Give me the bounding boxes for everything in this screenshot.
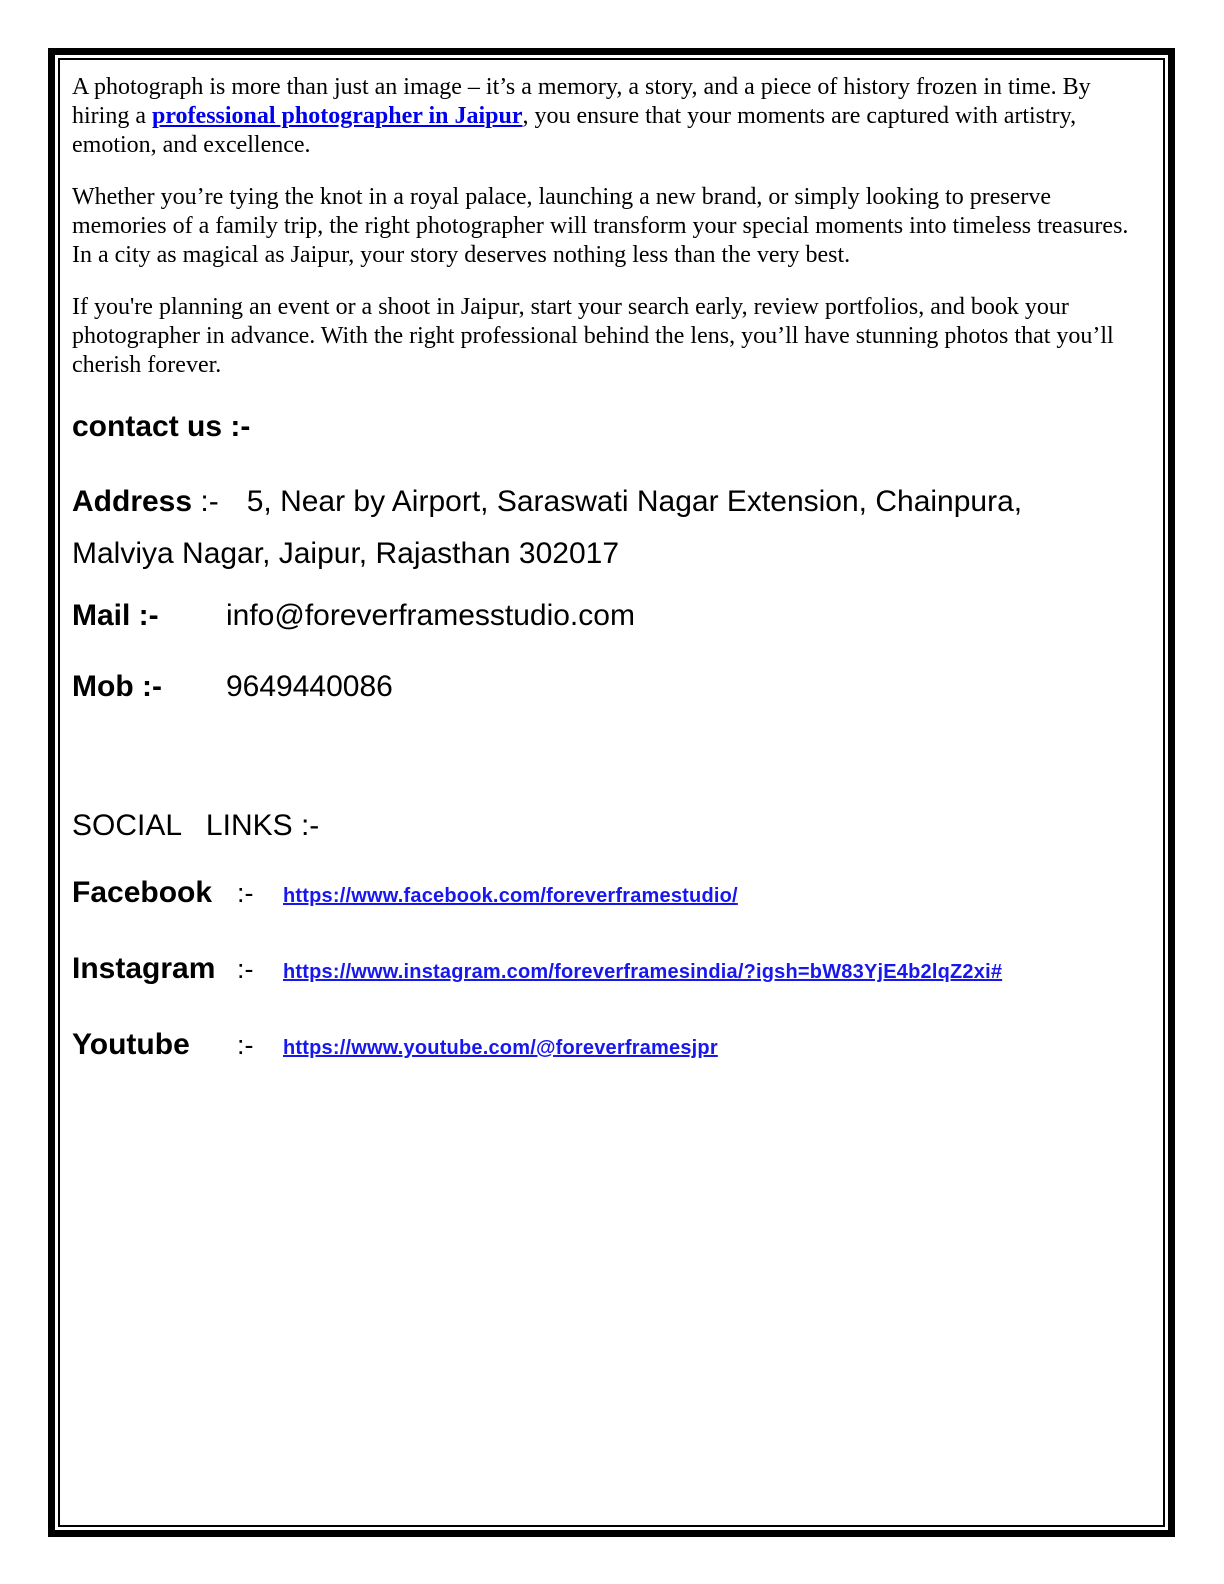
instagram-label: Instagram: [72, 952, 216, 985]
jaipur-photographer-link[interactable]: professional photographer in Jaipur: [151, 103, 523, 129]
paragraph-text: A photograph is more than just an image – it’s a memory, a story, and a piece of history frozen in time. By hiring a: [72, 74, 1091, 129]
mobile-value: 9649440086: [226, 670, 393, 703]
facebook-colon: :-: [237, 878, 254, 908]
youtube-row: [72, 1025, 1151, 1068]
mobile-row: [72, 667, 1151, 707]
intro-paragraph-3: If you're planning an event or a shoot in Jaipur, start your search early, review portfolios, and book your photographer in advance. With the right professional behind the lens, you’ll have stunning photos that you’ll cherish forever.: [72, 294, 1114, 378]
mail-row: [72, 596, 1151, 636]
page-border: [48, 48, 1175, 1537]
address-value-line2: Malviya Nagar, Jaipur, Rajasthan 302017: [72, 537, 620, 570]
address-label: Address :-: [72, 485, 219, 518]
address-block: [72, 476, 1151, 580]
youtube-label: Youtube: [72, 1028, 190, 1061]
intro-paragraph-2: Whether you’re tying the knot in a royal palace, launching a new brand, or simply looking to preserve memories of a family trip, the right photographer will transform your special moments into timeless treasures. In a city as magical as Jaipur, your story deserves nothing less than the very best.: [72, 184, 1129, 268]
youtube-link[interactable]: https://www.youtube.com/@foreverframesjpr: [283, 1037, 718, 1059]
page-border-inner: [58, 58, 1165, 1527]
intro-paragraph-1: [72, 73, 1144, 160]
social-links-heading: SOCIAL LINKS :-: [72, 809, 320, 842]
instagram-link[interactable]: https://www.instagram.com/foreverframesindia/?igsh=bW83YjE4b2lqZ2xi#: [283, 961, 1003, 983]
mail-value: info@foreverframesstudio.com: [226, 599, 635, 632]
address-value-line1: 5, Near by Airport, Saraswati Nagar Extension, Chainpura,: [246, 485, 1023, 518]
facebook-row: [72, 873, 1151, 916]
address-row: [72, 476, 1151, 528]
paragraph-text: , you ensure that your moments are captured with artistry, emotion, and excellence.: [72, 103, 1077, 158]
address-colon: :-: [200, 485, 219, 518]
facebook-link[interactable]: https://www.facebook.com/foreverframestudio/: [283, 885, 738, 907]
instagram-colon: :-: [237, 954, 254, 984]
contact-us-heading: contact us :-: [72, 410, 251, 443]
mobile-label: Mob :-: [72, 670, 162, 703]
mail-label: Mail :-: [72, 599, 159, 632]
instagram-row: [72, 949, 1151, 992]
youtube-colon: :-: [237, 1030, 254, 1060]
facebook-label: Facebook: [72, 876, 213, 909]
